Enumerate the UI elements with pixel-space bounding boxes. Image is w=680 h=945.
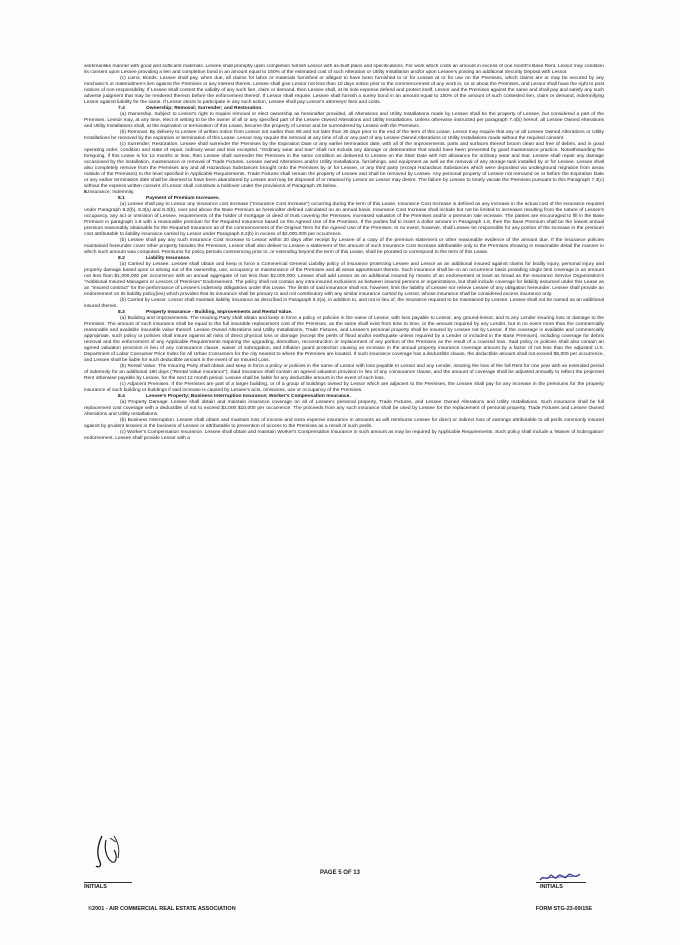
section-number: 8.1 [118,196,125,201]
right-initials-label: INITIALS [540,884,563,890]
body-paragraph: (a) Property Damage. Lessee shall obtain and maintain insurance coverage on all of Lessee's personal property, Trade Fixtures, and Lessee Owned Alterations and Utility Installations. Such insurance shall be full replacement cost coverage with a deductible of not to exceed $1,000 $10,000 per occurrence. The proceeds from any such insurance shall be used by Lessee for the replacement of personal property, Trade Fixtures and Lessee Owned Alterations and Utility Installations. [84,400,604,417]
section-title: Insurance; Indemnity. [88,190,135,195]
body-paragraph: (c) Liens; Bonds. Lessee shall pay, when due, all claims for labor or materials furnished or alleged to have been furnished to or for Lessee at or for use on the Premises, which claims are or may be secured by any mechanic's or materialmen's lien against the Premises or any interest therein. Lessee shall give Lessor not less than 10 days notice prior to the commencement of any work in, on or about the Premises, and Lessor shall have the right to post notices of non-responsibility. If Lessee shall contest the validity of any such lien, claim or demand, then Lessee shall, at its sole expense defend and protect itself, Lessor and the Premises against the same and shall pay and satisfy any such adverse judgment that may be rendered thereon before the enforcement thereof. If Lessor shall require, Lessee shall furnish a surety bond in an amount equal to 150% of the amount of such contested lien, claim or demand, indemnifying Lessor against liability for the same. If Lessor elects to participate in any such action, Lessee shall pay Lessor's attorneys' fees and costs. [84,76,604,105]
body-paragraph: (a) Building and Improvements. The Insuring Party shall obtain and keep in force a policy or policies in the name of Lessor, with loss payable to Lessor, any ground-lessor, and to any Lender insuring loss or damage to the Premises. The amount of such insurance shall be equal to the full insurable replacement cost of the Premises, as the same shall exist from time to time, or the amount required by any Lender, but in no event more than the commercially reasonable and available insurable value thereof. Lessee Owned Alterations and Utility Installations, Trade Fixtures, and Lessee's personal property shall be insured by Lessee not by Lessor. If the coverage is available and commercially appropriate, such policy or policies shall insure against all risks of direct physical loss or damage (except the perils of flood and/or earthquake unless required by a Lender or included in the Base Premium), including coverage for debris removal and the enforcement of any Applicable Requirements requiring the upgrading, demolition, reconstruction or replacement of any portion of the Premises as the result of a covered loss. Said policy or policies shall also contain an agreed valuation provision in lieu of any coinsurance clause, waiver of subrogation, and inflation guard protection causing an increase in the annual property insurance coverage amount by a factor of not less than the adjusted U.S. Department of Labor Consumer Price Index for All Urban Consumers for the city nearest to where the Premises are located. If such insurance coverage has a deductible clause, the deductible amount shall not exceed $5,000 per occurrence, and Lessee shall be liable for such deductible amount in the event of an Insured Loss. [84,316,604,363]
section-title: Ownership; Removal; Surrender; and Restoration. [146,106,263,111]
left-initials-signature [88,832,128,872]
right-initials-line [536,882,586,883]
page-number: PAGE 5 OF 13 [320,870,360,876]
body-paragraph: (a) Lessee shall pay to Lessor any insurance cost increase ("Insurance Cost Increase") occurring during the term of this Lease. Insurance Cost Increase is defined as any increase in the actual cost of the insurance required under Paragraph 8.2(b), 8.3(a) and 8.3(b), over and above the Base Premium as hereinafter defined calculated on an annual basis. Insurance Cost Increase shall include but not be limited to increases resulting from the nature of Lessee's occupancy, any act or omission of Lessee, requirements of the holder of mortgage or deed of trust covering the Premises, increased valuation of the Premises and/or a premium rate increase. The parties are encouraged to fill in the Base Premium in paragraph 1.8 with a reasonable premium for the Required Insurance based on the Agreed Use of the Premises. If the parties fail to insert a dollar amount in Paragraph 1.8, then the Base Premium shall be the lowest annual premium reasonably obtainable for the Required Insurance as of the commencement of the Original Term for the Agreed Use of the Premises. In no event, however, shall Lessee be responsible for any portion of the increase in the premium cost attributable to liability insurance carried by Lessor under Paragraph 8.2(b) in excess of $2,000,000 per occurrence. [84,202,604,237]
section-title: Payment of Premium Increases. [146,196,220,201]
section-title: Lessee's Property; Business Interruption Insurance; Worker's Compensation Insurance. [146,394,351,399]
section-number: 8.2 [118,256,125,261]
body-paragraph: (b) Business Interruption. Lessee shall obtain and maintain loss of income and extra expense insurance in amounts as will reimburse Lessee for direct or indirect loss of earnings attributable to all perils commonly insured against by prudent lessees in the business of Lessee or attributable to prevention of access to the Premises as a result of such perils. [84,418,604,429]
body-paragraph: (a) Ownership. Subject to Lessor's right to require removal or elect ownership as hereinafter provided, all Alterations and Utility Installations made by Lessee shall be the property of Lessee, but considered a part of the Premises. Lessor may, at any time, elect in writing to be the owner of all or any specified part of the Lessee Owned Alterations and Utility Installations. Unless otherwise instructed per paragraph 7.4(b) hereof, all Lessee Owned Alterations and Utility Installations shall, at the expiration or termination of this Lease, become the property of Lessor and be surrendered by Lessee with the Premises. [84,112,604,129]
body-paragraph: (c) Adjacent Premises. If the Premises are part of a larger building, or of a group of buildings owned by Lessor which are adjacent to the Premises, the Lessee shall pay for any increase in the premiums for the property insurance of such building or buildings if said increase is caused by Lessee's acts, omissions, use or occupancy of the Premises. [84,382,604,393]
section-number: 7.4 [118,106,125,111]
section-number: 8.3 [118,310,125,315]
body-paragraph: (b) Lessee shall pay any such Insurance Cost Increase to Lessor within 30 days after receipt by Lessee of a copy of the premium statement or other reasonable evidence of the amount due. If the insurance policies maintained hereunder cover other property besides the Premises, Lessor shall also deliver to Lessee a statement of the amount of such Insurance Cost Increase attributable only to the Premises showing in reasonable detail the manner in which such amount was computed. Premiums for policy periods commencing prior to, or extending beyond the term of this Lease, shall be prorated to correspond to the term of this Lease. [84,238,604,255]
left-initials-label: INITIALS [84,884,107,890]
lease-body-text [84,64,604,819]
section-number: 8. [84,190,89,195]
copyright-notice: ©2001 - AIR COMMERCIAL REAL ESTATE ASSOCIATION [88,906,236,912]
body-paragraph: (c) Worker's Compensation Insurance. Lessee shall obtain and maintain Worker's Compensation Insurance in such amount as may be required by Applicable Requirements. Such policy shall include a 'Waiver of Subrogation' endorsement. Lessee shall provide Lessor with a [84,430,604,441]
body-paragraph: workmanlike manner with good and sufficient materials. Lessee shall promptly upon completion furnish Lessor with as-built plans and specifications. For work which costs an amount in excess of one month's Base Rent, Lessor may condition its consent upon Lessee providing a lien and completion bond in an amount equal to 150% of the estimated cost of such Alteration or Utility Installation and/or upon Lessee's posting an additional Security Deposit with Lessor. [84,64,604,75]
body-paragraph: (b) Removal. By delivery to Lessee of written notice from Lessor not earlier than 90 and not later than 30 days prior to the end of the term of this Lease, Lessor may require that any or all Lessee Owned Alterations or Utility Installations be removed by the expiration or termination of this Lease. Lessor may require the removal at any time of all or any part of any Lessee Owned Alterations or Utility Installations made without the required consent. [84,130,604,141]
body-paragraph: (b) Rental Value. The Insuring Party shall obtain and keep in force a policy or policies in the name of Lessor with loss payable to Lessor and any Lender, insuring the loss of the full Rent for one year with an extended period of indemnity for an additional 180 days ("Rental Value insurance"). Said insurance shall contain an agreed valuation provision in lieu of any coinsurance clause, and the amount of coverage shall be adjusted annually to reflect the projected Rent otherwise payable by Lessee, for the next 12 month period. Lessee shall be liable for any deductible amount in the event of such loss. [84,364,604,381]
left-initials-line [84,882,132,883]
section-title: Liability Insurance. [146,256,191,261]
right-initials-signature [538,870,582,884]
section-title: Property Insurance - Building, Improvements and Rental Value. [146,310,293,315]
form-number: FORM STG-23-09/15E [535,906,592,912]
section-number: 8.4 [118,394,125,399]
body-paragraph: (c) Surrender; Restoration. Lessee shall surrender the Premises by the Expiration Date or any earlier termination date, with all of the improvements, parts and surfaces thereof broom clean and free of debris, and in good operating order, condition and state of repair, ordinary wear and tear excepted. "Ordinary wear and tear" shall not include any damage or deterioration that would have been prevented by good maintenance practice. Notwithstanding the foregoing, if this Lease is for 12 months or less, then Lessee shall surrender the Premises in the same condition as delivered to Lessee on the Start Date with NO allowance for ordinary wear and tear. Lessee shall repair any damage occasioned by the installation, maintenance or removal of Trade Fixtures, Lessee owned Alterations and/or Utility Installations, furnishings, and equipment as well as the removal of any storage tank installed by or for Lessee. Lessee shall also completely remove from the Premises any and all Hazardous Substances brought onto the Premises by or for Lessee, or any third party (except Hazardous Substances which were deposited via underground migration from areas outside of the Premises) to the level specified in Applicable Requirements. Trade Fixtures shall remain the property of Lessee and shall be removed by Lessee. Any personal property of Lessee not removed on or before the Expiration Date or any earlier termination date shall be deemed to have been abandoned by Lessee and may be disposed of or retained by Lessor as Lessor may desire. The failure by Lessee to timely vacate the Premises pursuant to this Paragraph 7.4(c) without the express written consent of Lessor shall constitute a holdover under the provisions of Paragraph 26 below. [84,142,604,189]
body-paragraph: (b) Carried by Lessor. Lessor shall maintain liability insurance as described in Paragraph 8.2(a), in addition to, and not in lieu of, the insurance required to be maintained by Lessee. Lessee shall not be named as an additional insured therein. [84,298,604,309]
body-paragraph: (a) Carried by Lessee. Lessee shall obtain and keep in force a Commercial General Liability policy of insurance protecting Lessee and Lessor as an additional insured against claims for bodily injury, personal injury and property damage based upon or arising out of the ownership, use, occupancy or maintenance of the Premises and all areas appurtenant thereto. Such insurance shall be on an occurrence basis providing single limit coverage in an amount not less than $1,000,000 per occurrence with an annual aggregate of not less than $2,000,000. Lessee shall add Lessor as an additional insured by means of an endorsement at least as broad as the Insurance Service Organization's "Additional Insured-Managers or Lessors of Premises" Endorsement. The policy shall not contain any intra-insured exclusions as between insured persons or organizations, but shall include coverage for liability assumed under this Lease as an "insured contract" for the performance of Lessee's indemnity obligations under this Lease. The limits of said insurance shall not, however, limit the liability of Lessee nor relieve Lessee of any obligation hereunder. Lessee shall provide an endorsement on its liability policy(ies) which provides that its insurance shall be primary to and not contributory with any similar insurance carried by Lessor, whose insurance shall be considered excess insurance only. [84,262,604,297]
